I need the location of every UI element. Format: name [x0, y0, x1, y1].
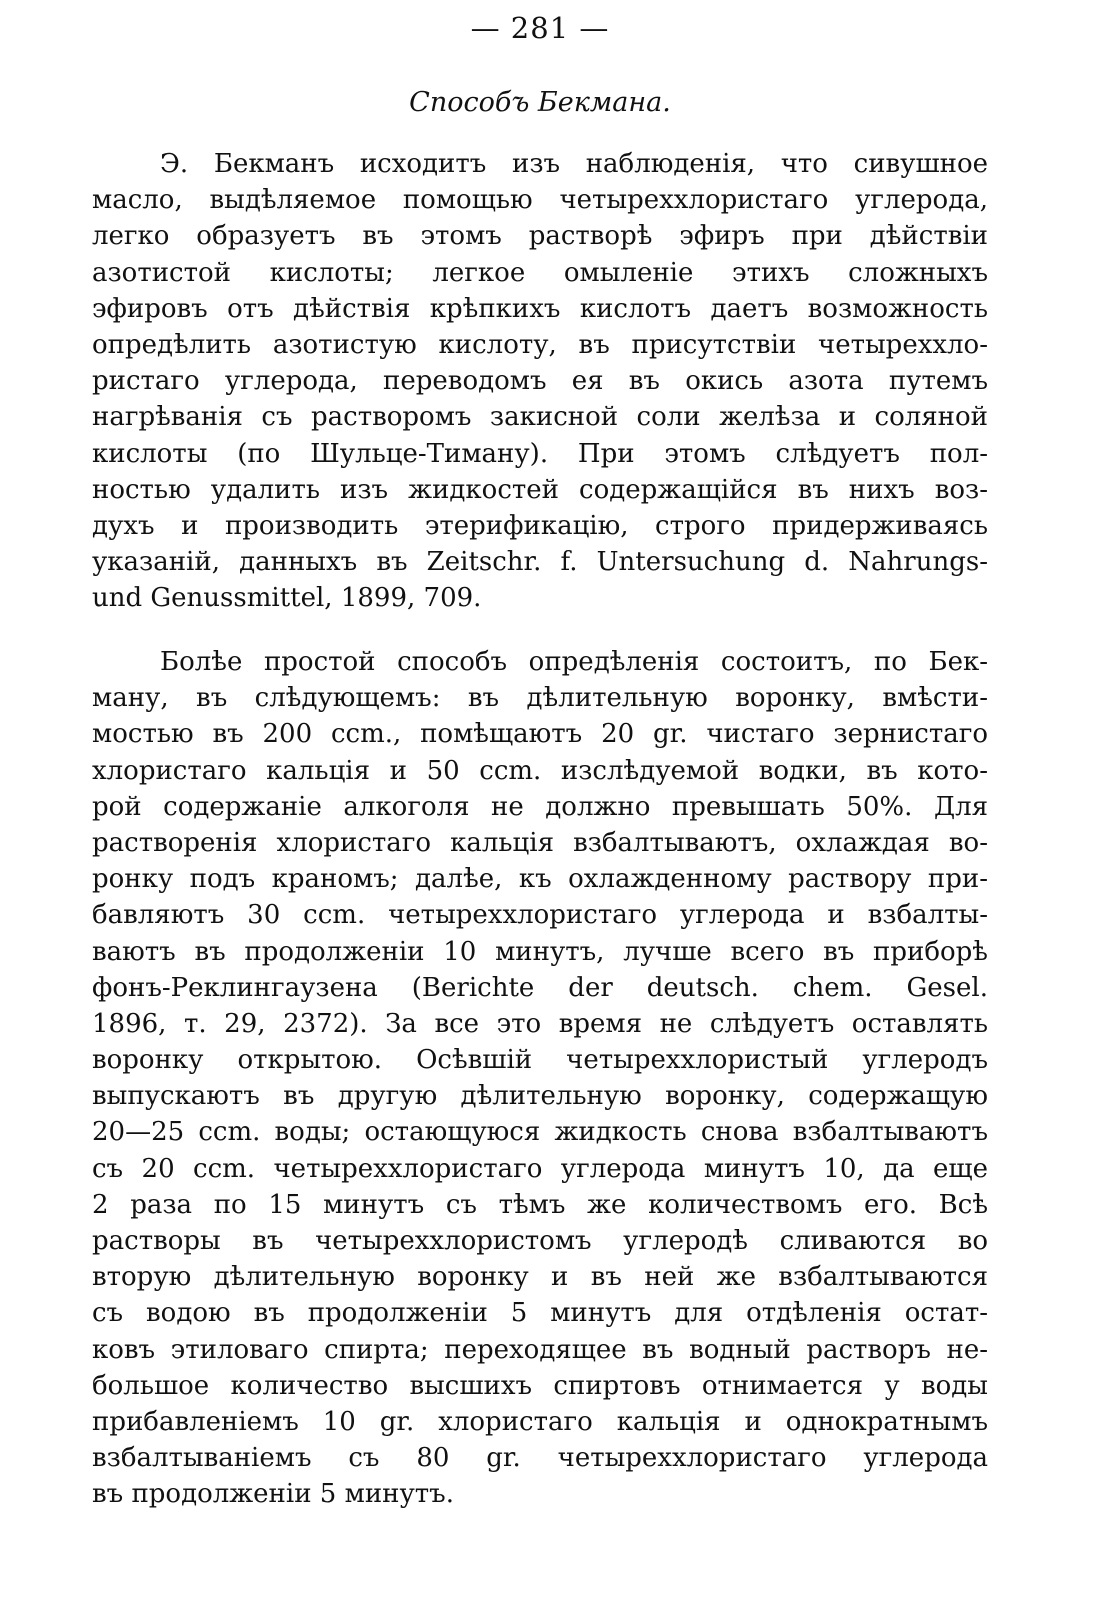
text-line: ковъ этиловаго спирта; переходящее въ водный растворъ не-	[92, 1334, 988, 1365]
text-line: und Genussmittel, 1899, 709.	[92, 583, 482, 614]
text-line: ману, въ слѣдующемъ: въ дѣлительную воронку, вмѣсти-	[92, 683, 988, 714]
text-line: масло, выдѣляемое помощью четыреххлористаго углерода,	[92, 185, 988, 216]
text-line: растворенія хлористаго кальція взбалтываютъ, охлаждая во-	[92, 827, 988, 858]
text-line: нагрѣванія съ растворомъ закисной соли желѣза и соляной	[92, 402, 988, 433]
text-line: ваютъ въ продолженіи 10 минутъ, лучше всего въ приборѣ	[92, 936, 988, 967]
text-line: азотистой кислоты; легкое омыленіе этихъ сложныхъ	[92, 257, 988, 288]
text-line: съ водою въ продолженіи 5 минутъ для отдѣленія остат-	[92, 1298, 988, 1329]
text-line: легко образуетъ въ этомъ растворѣ эфиръ при дѣйствіи	[92, 221, 988, 252]
paragraph-2	[92, 644, 988, 1513]
text-line: указаній, данныхъ въ Zeitschr. f. Untersuchung d. Nahrungs-	[92, 547, 988, 578]
text-line: ристаго углерода, переводомъ ея въ окись азота путемъ	[92, 366, 988, 397]
text-line: фонъ-Реклингаузена (Berichte der deutsch. chem. Gesel.	[92, 972, 988, 1003]
text-line: рой содержаніе алкоголя не должно превышать 50%. Для	[92, 791, 988, 822]
text-line: взбалтываніемъ съ 80 gr. четыреххлористаго углерода	[92, 1443, 988, 1474]
text-line: опредѣлить азотистую кислоту, въ присутствіи четыреххло-	[92, 329, 988, 360]
text-line: кислоты (по Шульце-Тиману). При этомъ слѣдуетъ пол-	[92, 438, 988, 469]
text-line: въ продолженіи 5 минутъ.	[92, 1479, 454, 1510]
text-line: 2 раза по 15 минутъ съ тѣмъ же количествомъ его. Всѣ	[92, 1189, 988, 1220]
book-page	[92, 0, 988, 1606]
text-line: ностью удалить изъ жидкостей содержащійся въ нихъ воз-	[92, 474, 988, 505]
text-line: хлористаго кальція и 50 ccm. изслѣдуемой водки, въ кото-	[92, 755, 988, 786]
text-line: растворы въ четыреххлористомъ углеродѣ сливаются во	[92, 1226, 988, 1256]
text-line: воронку открытою. Осѣвшій четыреххлористый углеродъ	[92, 1045, 988, 1076]
text-line: большое количество высшихъ спиртовъ отнимается у воды	[92, 1370, 988, 1401]
text-line: ронку подъ краномъ; далѣе, къ охлажденному раствору при-	[92, 864, 988, 895]
text-line: 1896, т. 29, 2372). За все это время не слѣдуетъ оставлять	[92, 1008, 988, 1039]
paragraph-1	[92, 146, 988, 616]
text-line: Болѣе простой способъ опредѣленія состоитъ, по Бек-	[160, 647, 988, 677]
text-line: бавляютъ 30 ccm. четыреххлористаго углерода и взбалты-	[92, 900, 988, 931]
text-line: выпускаютъ въ другую дѣлительную воронку, содержащую	[92, 1081, 988, 1112]
text-line: Э. Бекманъ исходитъ изъ наблюденія, что сивушное	[160, 149, 988, 179]
text-line: прибавленіемъ 10 gr. хлористаго кальція и однократнымъ	[92, 1406, 988, 1437]
text-line: 20—25 ccm. воды; остающуюся жидкость снова взбалтываютъ	[92, 1117, 988, 1148]
text-line: эфировъ отъ дѣйствія крѣпкихъ кислотъ даетъ возможность	[92, 293, 988, 324]
section-title: Способъ Бекмана.	[409, 87, 671, 118]
text-line: духъ и производить этерификацію, строго придерживаясь	[92, 510, 988, 541]
page-number: — 281 —	[470, 11, 610, 45]
text-line: вторую дѣлительную воронку и въ ней же взбалтываются	[92, 1262, 988, 1293]
text-line: съ 20 ccm. четыреххлористаго углерода минутъ 10, да еще	[92, 1153, 988, 1184]
text-line: мостью въ 200 ccm., помѣщаютъ 20 gr. чистаго зернистаго	[92, 719, 988, 750]
